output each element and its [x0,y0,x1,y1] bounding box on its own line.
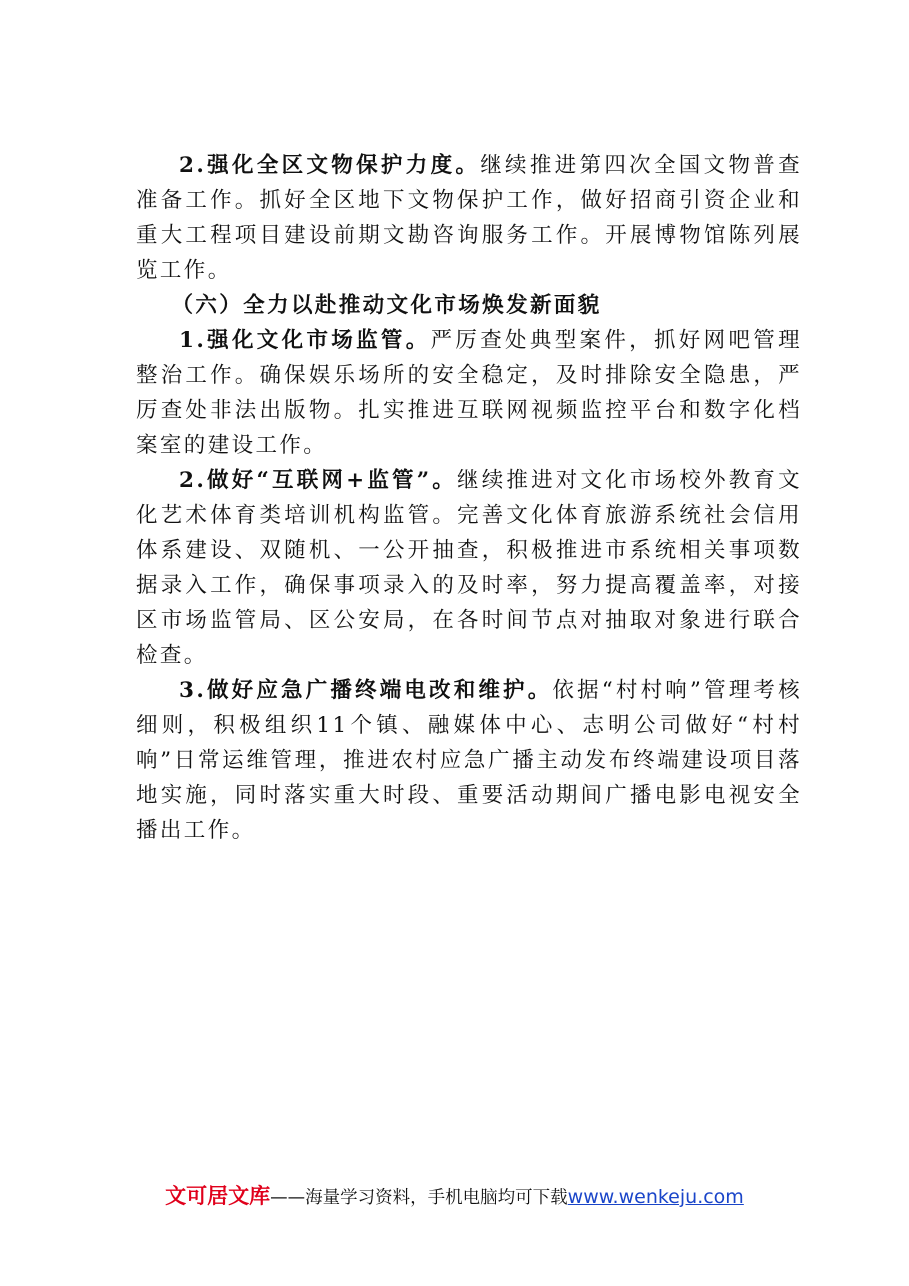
paragraph-lead: 1.强化文化市场监管。 [179,328,431,353]
paragraph-cultural-relics [136,148,802,288]
footer-brand: 文可居文库 [165,1184,271,1208]
paragraph-text: 依据“村村响”管理考核细则，积极组织11个镇、融媒体中心、志明公司做好“村村响”日常运维管理，推进农村应急广播主动发布终端建设项目落地实施，同时落实重大时段、重要活动期间广播电影电视安全播出工作。 [136,678,802,843]
paragraph-lead: 2.强化全区文物保护力度。 [179,153,481,178]
paragraph-market-supervision [136,323,802,463]
paragraph-emergency-broadcast [136,673,802,848]
paragraph-lead: 2.做好“互联网+监管”。 [179,468,457,493]
footer-tagline: ——海量学习资料，手机电脑均可下载 [270,1188,568,1208]
paragraph-text: 继续推进对文化市场校外教育文化艺术体育类培训机构监管。完善文化体育旅游系统社会信用体系建设、双随机、一公开抽查，积极推进市系统相关事项数据录入工作，确保事项录入的及时率，努力提高覆盖率，对接区市场监管局、区公安局，在各时间节点对抽取对象进行联合检查。 [136,468,802,668]
footer-site-link[interactable]: www.wenkeju.com [567,1186,744,1208]
paragraph-text: 严厉查处典型案件，抓好网吧管理整治工作。确保娱乐场所的安全稳定，及时排除安全隐患，严厉查处非法出版物。扎实推进互联网视频监控平台和数字化档案室的建设工作。 [136,328,802,458]
page-footer [0,1182,909,1212]
document-body [136,148,802,848]
paragraph-text: 继续推进第四次全国文物普查准备工作。抓好全区地下文物保护工作，做好招商引资企业和重大工程项目建设前期文勘咨询服务工作。开展博物馆陈列展览工作。 [136,153,802,283]
paragraph-internet-supervision [136,463,802,673]
paragraph-lead: 3.做好应急广播终端电改和维护。 [179,678,553,703]
section-heading: （六）全力以赴推动文化市场焕发新面貌 [171,293,602,318]
